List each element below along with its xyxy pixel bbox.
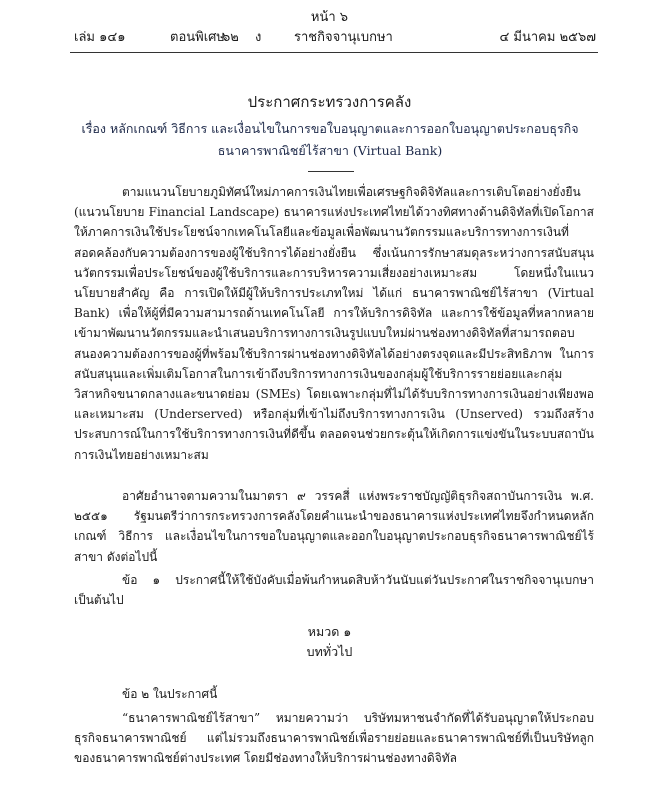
paragraph-preamble-text: ตามแนวนโยบายภูมิทัศน์ใหม่ภาคการเงินไทยเพื่อเศรษฐกิจดิจิทัลและการเติบโตอย่างยั่งยืน (แนวนโยบาย Financial Landscape) ธนาคารแห่งประเทศไทยได้วางทิศทางด้านดิจิทัลที่เปิดโอกาสให้ภาคการเงินใช้ประโยชน์จากเทคโนโลยีและข้อมูลเพื่อพัฒนานวัตกรรมและบริการทางการเงินที่สอดคล้องกับความต้องการของผู้ใช้บริการได้อย่างยั่งยืน ซึ่งเน้นการรักษาสมดุลระหว่างการสนับสนุนนวัตกรรมเพื่อประโยชน์ของผู้ใช้บริการและการบริหารความเสี่ยงอย่างเหมาะสม โดยหนึ่งในแนวนโยบายสำคัญ คือ การเปิดให้มีผู้ให้บริการประเภทใหม่ ได้แก่ ธนาคารพาณิชย์ไร้สาขา (Virtual Bank) เพื่อให้ผู้ที่มีความสามารถด้านเทคโนโลยี การให้บริการดิจิทัล และการใช้ข้อมูลที่หลากหลาย เข้ามาพัฒนานวัตกรรมและนำเสนอบริการทางการเงินรูปแบบใหม่ผ่านช่องทางดิจิทัลที่สามารถตอบสนองความต้องการของผู้ที่พร้อมใช้บริการผ่านช่องทางดิจิทัลได้อย่างตรงจุดและมีประสิทธิภาพ ในการสนับสนุนและเพิ่มเติมโอกาสในการเข้าถึงบริการทางการเงินของกลุ่มผู้ใช้บริการรายย่อยและกลุ่มวิสาหกิจขนาดกลางและขนาดย่อม (SMEs) โดยเฉพาะกลุ่มที่ไม่ได้รับบริการทางการเงินอย่างเพียงพอและเหมาะสม (Underserved) หรือกลุ่มที่เข้าไม่ถึงบริการทางการเงิน (Unserved) รวมถึงสร้างประสบการณ์ในการใช้บริการทางการเงินที่ดีขึ้น ตลอดจนช่วยกระตุ้นให้เกิดการแข่งขันในระบบสถาบันการเงินไทยอย่างเหมาะสม (74, 185, 594, 462)
header-issue-number: ๖๒ (222, 30, 239, 45)
header-volume: เล่ม ๑๔๑ (74, 30, 126, 45)
header-gazette-name: ราชกิจจานุเบกษา (294, 30, 393, 45)
clause-2 (74, 684, 594, 704)
chapter-number: หมวด ๑ (307, 624, 352, 639)
chapter-heading (0, 622, 659, 662)
header-section: ง (255, 30, 262, 45)
header-issue-label: ตอนพิเศษ (170, 30, 225, 45)
clause-2-text: ข้อ ๒ ในประกาศนี้ (122, 687, 218, 701)
paragraph-authority-text: อาศัยอำนาจตามความในมาตรา ๙ วรรคสี่ แห่งพระราชบัญญัติธุรกิจสถาบันการเงิน พ.ศ. ๒๕๕๑ รัฐมนตรีว่าการกระทรวงการคลังโดยคำแนะนำของธนาคารแห่งประเทศไทยจึงกำหนดหลักเกณฑ์ วิธีการ และเงื่อนไขในการขอใบอนุญาตและออกใบอนุญาตประกอบธุรกิจธนาคารพาณิชย์ไร้สาขา ดังต่อไปนี้ (74, 489, 594, 564)
announcement-subject: เรื่อง หลักเกณฑ์ วิธีการ และเงื่อนไขในการขอใบอนุญาตและการออกใบอนุญาตประกอบธุรกิจ ธนาคารพาณิชย์ไร้สาขา (Virtual Bank) (81, 121, 579, 158)
header-date: ๔ มีนาคม ๒๕๖๗ (499, 30, 596, 45)
page-number: หน้า ๖ (310, 10, 349, 25)
paragraph-preamble (74, 182, 594, 465)
clause-1-text: ข้อ ๑ ประกาศนี้ให้ใช้บังคับเมื่อพ้นกำหนดสิบห้าวันนับแต่วันประกาศในราชกิจจานุเบกษาเป็นต้นไป (74, 573, 594, 608)
announcement-title: ประกาศกระทรวงการคลัง (247, 93, 412, 111)
paragraph-authority (74, 486, 594, 567)
definition-virtual-bank (74, 708, 594, 769)
definition-virtual-bank-text: “ธนาคารพาณิชย์ไร้สาขา” หมายความว่า บริษัทมหาชนจำกัดที่ได้รับอนุญาตให้ประกอบธุรกิจธนาคารพาณิชย์ แต่ไม่รวมถึงธนาคารพาณิชย์เพื่อรายย่อยและธนาคารพาณิชย์ที่เป็นบริษัทลูกของธนาคารพาณิชย์ต่างประเทศ โดยมีช่องทางให้บริการผ่านช่องทางดิจิทัล (74, 711, 594, 766)
header-divider (70, 52, 598, 53)
gazette-header (74, 26, 596, 46)
title-divider (308, 171, 354, 172)
clause-1 (74, 570, 594, 610)
chapter-name: บททั่วไป (306, 644, 353, 659)
